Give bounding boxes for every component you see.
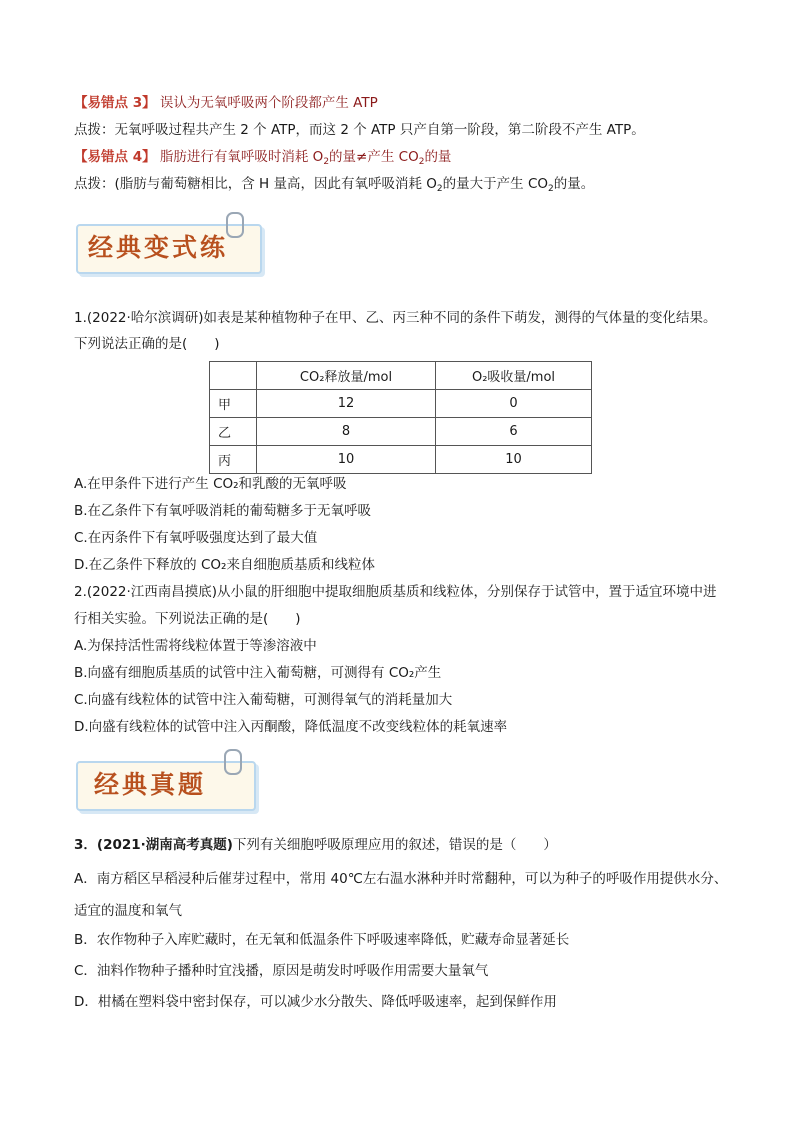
q3-stem-text: 下列有关细胞呼吸原理应用的叙述，错误的是（ ） (232, 837, 557, 853)
q2-option-a: A.为保持活性需将线粒体置于等渗溶液中 (74, 638, 317, 654)
paperclip-icon (226, 212, 244, 238)
q3-stem (74, 835, 557, 855)
section-banner-variants-label: 经典变式练 (88, 233, 229, 262)
q3-option-b: B．农作物种子入库贮藏时，在无氧和低温条件下呼吸速率降低，贮藏寿命显著延长 (74, 932, 570, 948)
q2-stem-line2: 行相关实验。下列说法正确的是( ) (74, 611, 301, 627)
section-banner-real-exams (76, 755, 261, 807)
mistake-4-hint: 点拨：(脂肪与葡萄糖相比，含 H 量高，因此有氧呼吸消耗 $O_2$的量大于产生 $CO_2$的量。 (74, 176, 595, 194)
table-row: 甲 12 0 (210, 390, 592, 418)
mistake-4-title (74, 147, 451, 172)
section-banner-real-exams-label: 经典真题 (94, 770, 207, 799)
mistake-4-text: 脂肪进行有氧呼吸时消耗 $O_2$的量≠产生 $CO_2$的量 (159, 149, 452, 167)
mistake-3-hint: 点拨：无氧呼吸过程共产生 2 个 ATP，而这 2 个 ATP 只产自第一阶段，第二阶段不产生 ATP。 (74, 122, 645, 138)
mistake-3-title (74, 93, 378, 113)
mistake-3-tag: 【易错点 3】 (74, 95, 156, 111)
mistake-4-tag: 【易错点 4】 (74, 149, 156, 165)
mistake-3-text: 误认为无氧呼吸两个阶段都产生 ATP (159, 95, 378, 111)
paperclip-icon (224, 749, 242, 775)
q1-option-b: B.在乙条件下有氧呼吸消耗的葡萄糖多于无氧呼吸 (74, 503, 372, 519)
q3-source: 3．(2021·湖南高考真题) (74, 837, 233, 853)
q2-stem-line1: 2.(2022·江西南昌摸底)从小鼠的肝细胞中提取细胞质基质和线粒体，分别保存于试管中，置于适宜环境中进 (74, 584, 717, 600)
q3-option-d: D．柑橘在塑料袋中密封保存，可以减少水分散失、降低呼吸速率，起到保鲜作用 (74, 994, 557, 1010)
q1-option-d: D.在乙条件下释放的 CO₂来自细胞质基质和线粒体 (74, 557, 375, 573)
section-banner-variants (76, 218, 266, 270)
q3-option-a-line2: 适宜的温度和氧气 (74, 903, 182, 919)
table-header-co2: CO₂释放量/mol (257, 362, 436, 390)
q1-stem-line2: 下列说法正确的是( ) (74, 336, 220, 352)
q1-option-a: A.在甲条件下进行产生 CO₂和乳酸的无氧呼吸 (74, 476, 347, 492)
table-header-o2: O₂吸收量/mol (436, 362, 592, 390)
table-row: 乙 8 6 (210, 418, 592, 446)
q2-option-d: D.向盛有线粒体的试管中注入丙酮酸，降低温度不改变线粒体的耗氧速率 (74, 719, 508, 735)
q2-option-c: C.向盛有线粒体的试管中注入葡萄糖，可测得氧气的消耗量加大 (74, 692, 453, 708)
q1-stem-line1: 1.(2022·哈尔滨调研)如表是某种植物种子在甲、乙、丙三种不同的条件下萌发，测得的气体量的变化结果。 (74, 310, 717, 326)
q1-option-c: C.在丙条件下有氧呼吸强度达到了最大值 (74, 530, 318, 546)
table-row: 丙 10 10 (210, 446, 592, 474)
table-header-row (210, 362, 592, 390)
q3-option-c: C．油料作物种子播种时宜浅播，原因是萌发时呼吸作用需要大量氧气 (74, 963, 489, 979)
q1-data-table (209, 361, 592, 474)
q3-option-a-line1: A．南方稻区早稻浸种后催芽过程中，常用 40℃左右温水淋种并时常翻种，可以为种子的呼吸作用提供水分、 (74, 871, 728, 887)
q2-option-b: B.向盛有细胞质基质的试管中注入葡萄糖，可测得有 CO₂产生 (74, 665, 442, 681)
